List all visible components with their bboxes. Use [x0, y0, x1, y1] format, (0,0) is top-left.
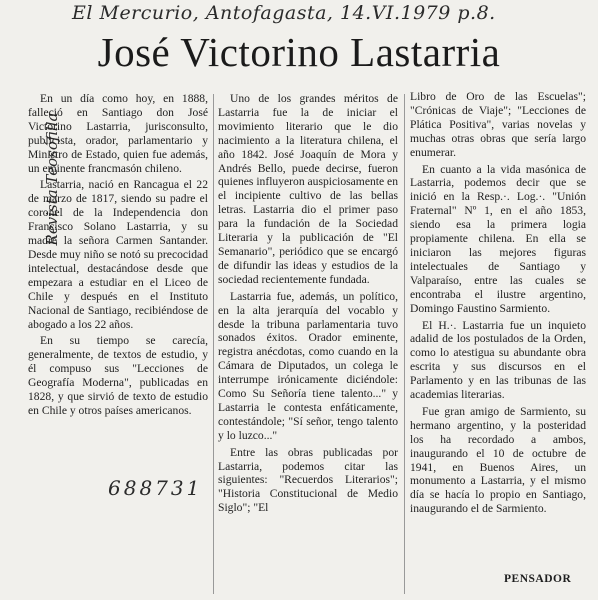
paragraph: Fue gran amigo de Sarmiento, su hermano argentino, y la posteridad los ha recordado a ambos, inaugurando el 10 de octubre de 1941, en Buenos Aires, un monumento a Lastarria, y el mismo día se hacía lo propio en Santiago, inaugurando el de Sarmiento. — [410, 404, 586, 516]
paragraph: Uno de los grandes méritos de Lastarria fue la de iniciar el movimiento literario que le dio nacimiento a la literatura chilena, el año 1842. José Joaquín de Mora y Andrés Bello, puede decirse, fueron quienes influyeron auspiciosamente en el incipiente cultivo de las bellas letras. Lastarria dio el primer paso para la fundación de la Sociedad Literaria y la publicación de "El Semanario", periódico que se encargó de difundir las ideas y estudios de la sociedad recientemente fundada. — [218, 92, 398, 286]
column-divider — [404, 94, 405, 594]
paragraph: Lastarria fue, además, un político, en la alta jerarquía del vocablo y desde la tribuna parlamentaria tuvo sonados éxitos. Orador eminente, registra anécdotas, como cuando en la Cámara de Diputados, un colega le interrumpe irónicamente diciéndole: Como Su Señoría tiene talento..." y Lastarria le contesta enfáticamente, contestándole; "Sí señor, tengo talento y lo luzco..." — [218, 289, 398, 442]
paragraph: En cuanto a la vida masónica de Lastarria, podemos decir que se inició en la Resp.·. Log.·. "Unión Fraternal" Nº 1, en el año 1853, siendo esa la primera logia propiamente chilena. En ella se iniciaron las mejores figuras intelectuales de Santiago y Valparaíso, entre las cuales se encontraba el ilustre argentino, Domingo Faustino Sarmiento. — [410, 162, 586, 315]
paragraph: Libro de Oro de las Escuelas"; "Crónicas de Viaje"; "Lecciones de Plática Positiva", varias novelas y muchas otras obras que sería largo enumerar. — [410, 90, 586, 159]
paragraph: El H.·. Lastarria fue un inquieto adalid de los postulados de la Orden, como lo atestigua su abundante obra escrita y sus discursos en el Parlamento y en las tribunas de las academias literarias. — [410, 318, 586, 402]
article-title: José Victorino Lastarria — [97, 29, 501, 75]
handwritten-catalog-number: 688731 — [108, 476, 203, 500]
paragraph: En un día como hoy, en 1888, falleció en Santiago don José Victorino Lastarria, jurisconsulto, publicista, orador, parlamentario y Ministro de Estado, quien fue además, un eminente francmasón chileno. — [28, 92, 208, 175]
paragraph: Entre las obras publicadas por Lastarria, podemos citar las siguientes: "Recuerdos Literarios"; "Historia Constitucional de Medio Siglo"; "El — [218, 445, 398, 515]
article-column-2 — [218, 92, 398, 518]
handwritten-side-note: Revista Teosófilla — [43, 112, 61, 246]
paragraph: Lastarria, nació en Rancagua el 22 de marzo de 1817, siendo su padre el coronel de la Independencia don Francisco Solano Lastarria, y su madre la señora Carmen Santander. Desde muy niño se notó su precocidad intelectual, destacándose desde que empezara a estudiar en el Liceo de Chile y después en el Instituto Nacional de Santiago, recibiéndose de abogado a los 22 años. — [28, 178, 208, 331]
handwritten-source-note: El Mercurio, Antofagasta, 14.VI.1979 p.8. — [72, 2, 496, 24]
column-divider — [213, 94, 214, 594]
article-column-1 — [28, 92, 208, 421]
paragraph: En su tiempo se carecía, generalmente, de textos de estudio, y él compuso sus "Lecciones de Geografía Moderna", publicadas en 1828, y que sirvió de texto de estudio en Chile y otros países americanos. — [28, 334, 208, 417]
article-column-3 — [410, 90, 586, 519]
author-signature: PENSADOR — [504, 573, 572, 585]
